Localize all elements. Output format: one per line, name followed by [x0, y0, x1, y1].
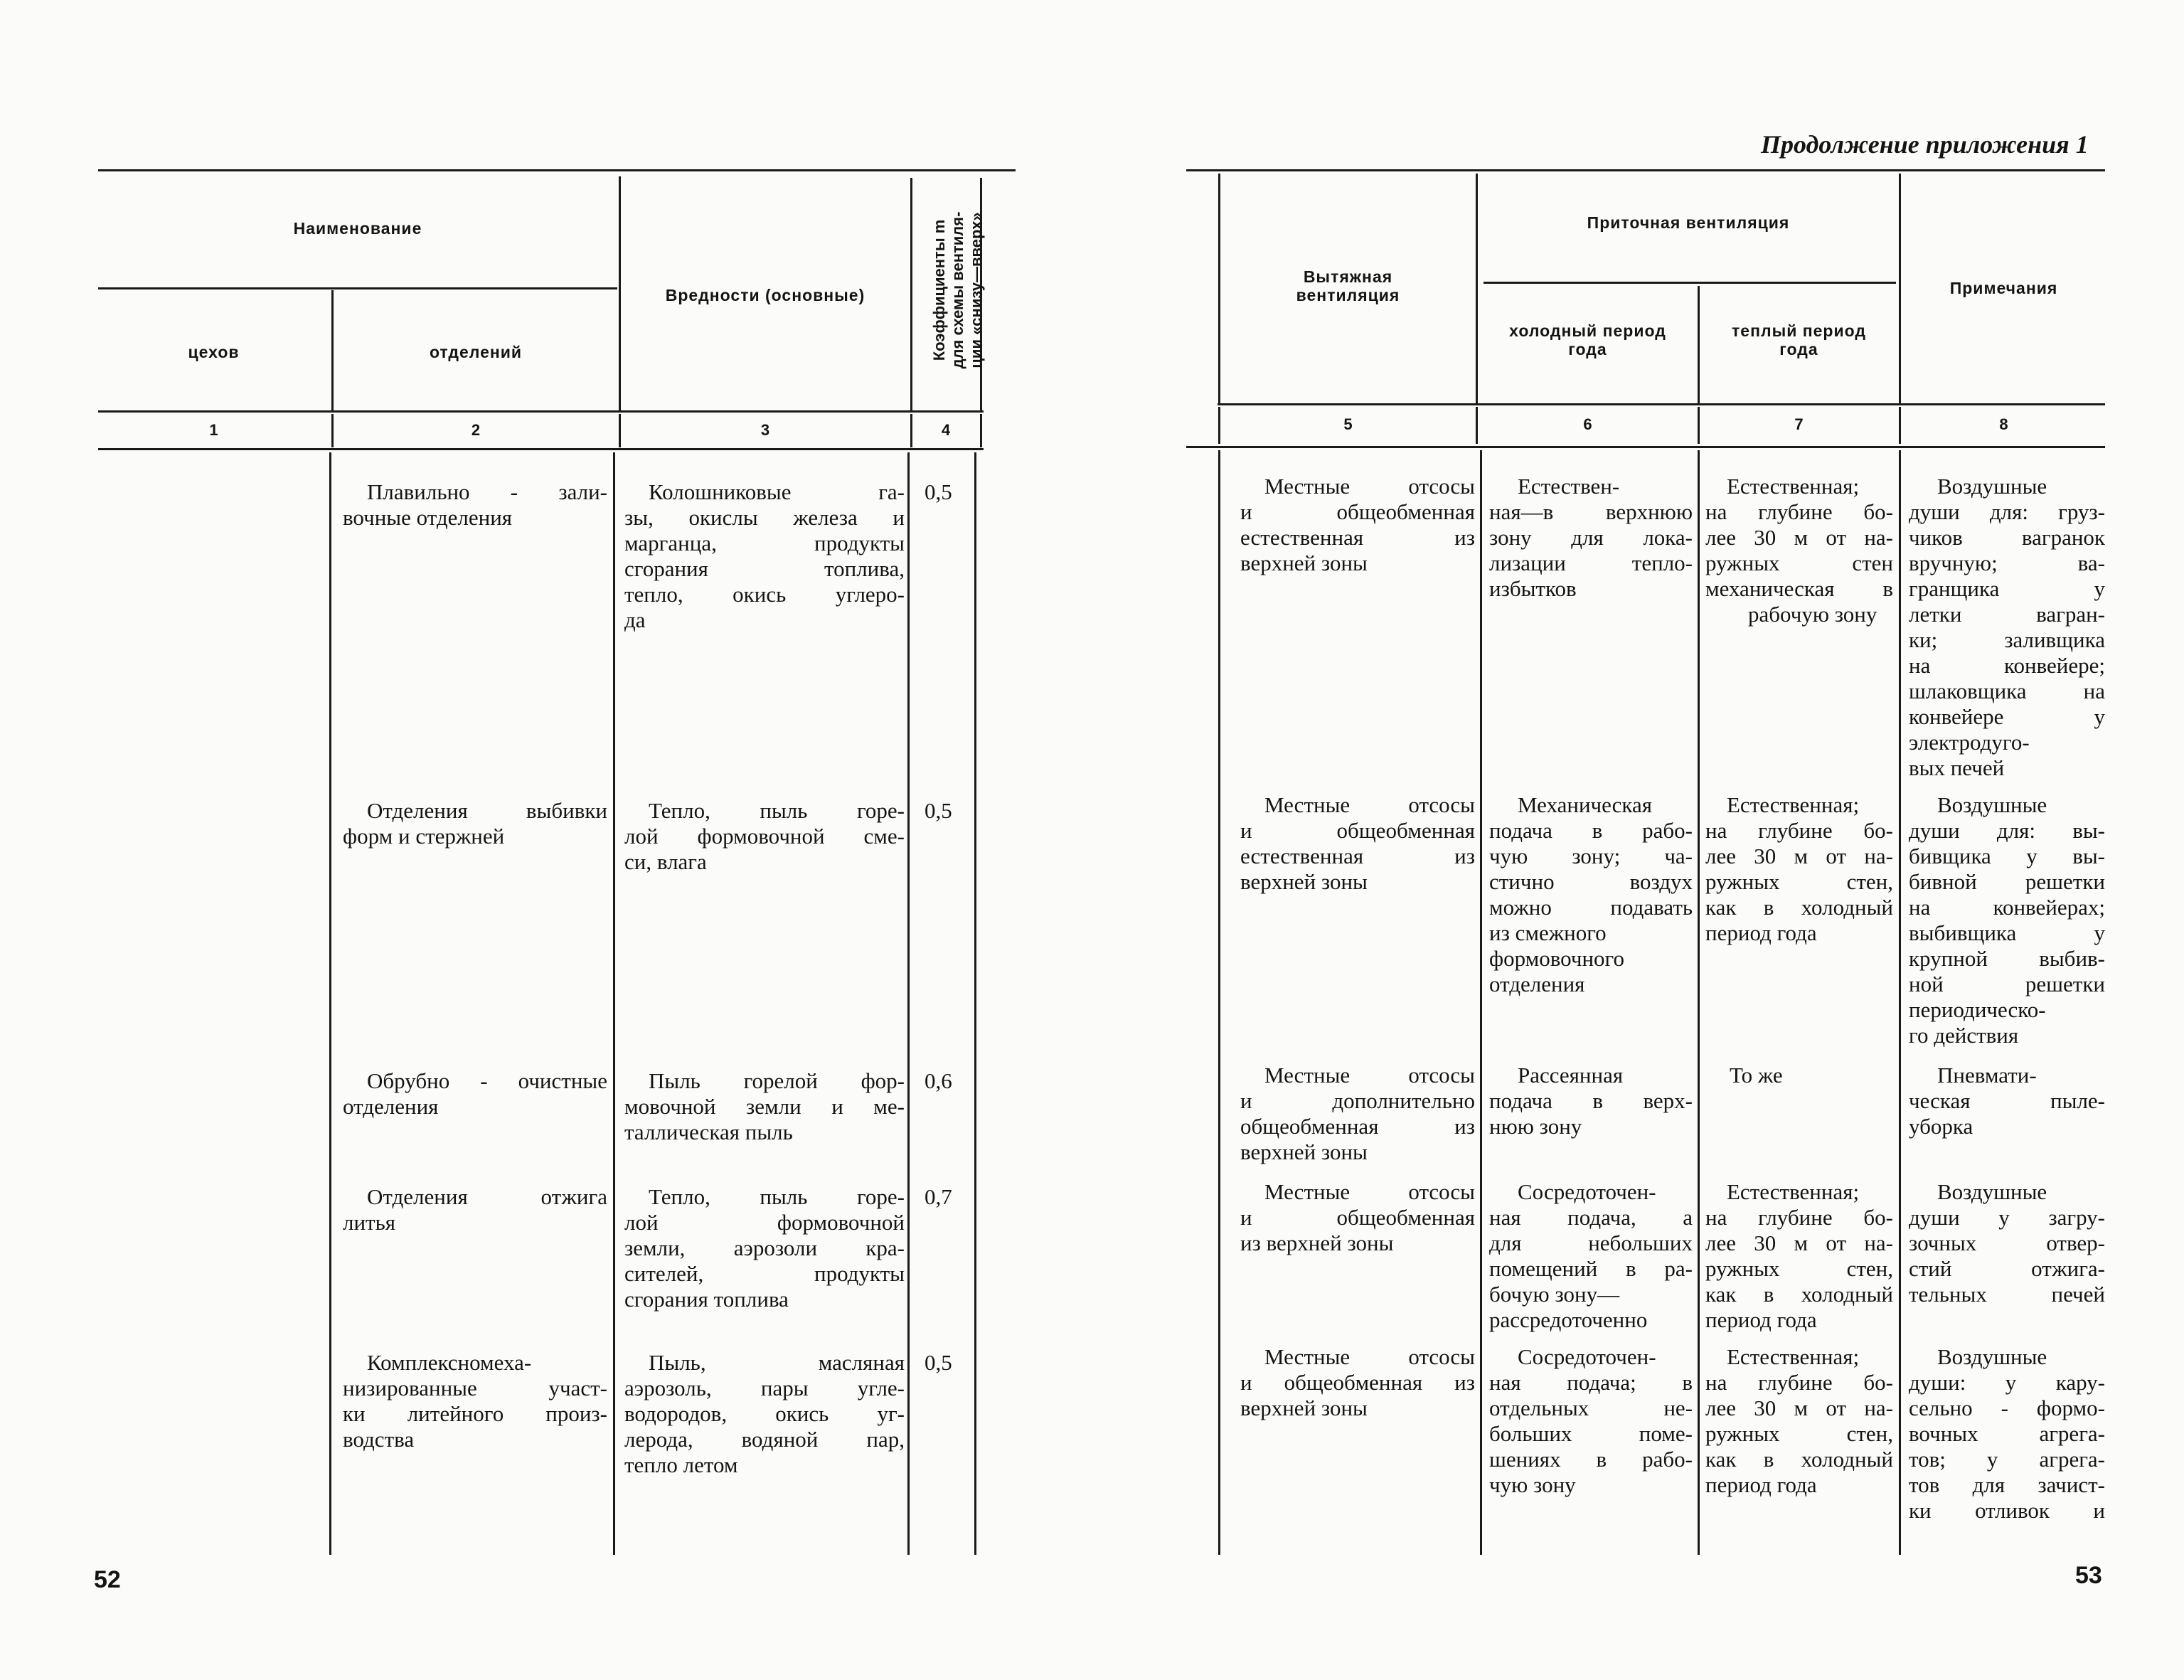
rule: [1218, 407, 1220, 444]
table-cell-line: отделения: [1489, 972, 1585, 996]
table-cell-line: уборка: [1909, 1114, 1973, 1139]
rule: [1899, 174, 1901, 405]
rule: [1218, 450, 1220, 1555]
table-row-4-dept: [343, 1184, 607, 1235]
table-cell-line: Пневмати-: [1937, 1063, 2037, 1088]
rule: [613, 452, 615, 1555]
table-cell-line: для небольших: [1489, 1230, 1693, 1255]
table-cell-line: Рассеянная: [1518, 1063, 1624, 1088]
rule: [1698, 407, 1700, 444]
table-cell-line: Воздушные: [1937, 474, 2047, 499]
rule: [98, 448, 984, 450]
rule: [331, 414, 334, 447]
table-cell-line: души для: вы-: [1909, 818, 2105, 843]
rule: [619, 414, 621, 447]
table-cell-line: зы, окислы железа и: [624, 505, 905, 530]
table-cell-line: чую зону: [1489, 1472, 1576, 1497]
table-cell-line: нюю зону: [1489, 1114, 1582, 1139]
table-cell-line: тов для зачист-: [1909, 1472, 2105, 1497]
table-cell-line: го действия: [1909, 1023, 2019, 1048]
table-cell-line: отдельных не-: [1489, 1395, 1693, 1420]
table-cell-line: ная подача, а: [1489, 1205, 1693, 1230]
table-cell-line: лее 30 м от на-: [1705, 1395, 1893, 1420]
table-cell-line: ной решетки: [1909, 972, 2105, 996]
rule: [1480, 450, 1482, 1555]
table-cell-line: аэрозоль, пары угле-: [624, 1376, 905, 1400]
table-cell-line: вочных агрега-: [1909, 1421, 2105, 1446]
table-cell-line: на глубине бо-: [1705, 1205, 1893, 1230]
rule: [331, 290, 334, 411]
rule: [974, 452, 976, 1555]
table-cell-line: Комплексномеха-: [367, 1350, 532, 1375]
table-cell-line: стично воздух: [1489, 869, 1693, 894]
table-cell-line: Пыль горелой фор-: [649, 1068, 905, 1093]
table-cell-line: бивной решетки: [1909, 869, 2105, 894]
table-cell-line: Естественная;: [1727, 1179, 1860, 1204]
table-cell-line: водородов, окись уг-: [624, 1401, 905, 1426]
table-row-4-coef: 0,7: [925, 1184, 952, 1209]
table-row-5-coef: 0,5: [925, 1350, 952, 1375]
table-cell-line: верхней зоны: [1240, 1139, 1368, 1164]
table-cell-line: и дополнительно: [1240, 1088, 1475, 1113]
table-cell-line: Местные отсосы: [1264, 1179, 1475, 1204]
table-cell-line: зону для лока-: [1489, 525, 1693, 550]
rule: [1899, 407, 1901, 444]
table-cell-line: избытков: [1489, 576, 1577, 601]
header-koefficienty: [919, 184, 997, 397]
table-cell-line: как в холодный: [1705, 1282, 1893, 1307]
table-cell-line: Механическая: [1518, 792, 1653, 817]
header-line: вентиляция: [1296, 286, 1400, 304]
table-cell-line: лее 30 м от на-: [1705, 1230, 1893, 1255]
table-cell-line: ки отливок и: [1909, 1498, 2105, 1523]
table-cell-line: период года: [1705, 1472, 1817, 1497]
table-row-3-harm: [624, 1068, 905, 1145]
col-number: 1: [209, 421, 218, 439]
table-cell-line: марганца, продукты: [624, 531, 905, 555]
table-row-3-notes: [1909, 1063, 2105, 1139]
table-cell-line: как в холодный: [1705, 895, 1893, 920]
koef-line: для схемы вентиля-: [949, 211, 966, 369]
table-cell-line: гранщика у: [1909, 576, 2105, 601]
table-cell-line: как в холодный: [1705, 1447, 1893, 1472]
header-line: года: [1568, 340, 1607, 358]
table-row-5-cold: [1489, 1344, 1693, 1498]
continuation-title: Продолжение приложения 1: [1761, 130, 2089, 159]
table-cell-line: Естественная;: [1727, 792, 1860, 817]
table-row-4-warm: [1705, 1179, 1893, 1333]
table-cell-line: крупной выбив-: [1909, 946, 2105, 971]
table-cell-line: Естественная;: [1727, 474, 1860, 499]
table-cell-line: ружных стен,: [1705, 869, 1893, 894]
table-cell-line: периодическо-: [1909, 997, 2046, 1022]
table-row-5-notes: [1909, 1344, 2105, 1524]
table-cell-line: рассредоточенно: [1489, 1307, 1648, 1332]
table-row-3-dept: [343, 1068, 607, 1120]
table-cell-line: ная—в верхнюю: [1489, 499, 1693, 524]
col-number: 2: [471, 421, 481, 439]
table-row-1-coef: 0,5: [925, 479, 952, 504]
table-cell-line: тепло летом: [624, 1452, 738, 1477]
table-cell-line: души у загру-: [1909, 1205, 2105, 1230]
table-cell-line: Тепло, пыль горе-: [649, 1184, 905, 1209]
table-cell-line: си, влага: [624, 849, 707, 874]
table-row-1-warm: [1705, 474, 1893, 627]
rule: [619, 176, 621, 411]
table-cell-line: шлаковщика на: [1909, 679, 2105, 703]
table-cell-line: ружных стен: [1705, 551, 1893, 575]
table-cell-line: больших поме-: [1489, 1421, 1693, 1446]
table-cell-line: Колошниковые га-: [649, 479, 905, 504]
header-line: теплый период: [1732, 321, 1866, 340]
table-cell-line: тепло, окись углеро-: [624, 582, 905, 607]
table-cell-line: мовочной земли и ме-: [624, 1094, 905, 1119]
table-cell-line: общеобменная из: [1240, 1114, 1475, 1139]
header-tsekhov: цехов: [188, 343, 240, 361]
table-cell-line: подача в верх-: [1489, 1088, 1693, 1113]
table-cell-line: тов; у агрега-: [1909, 1447, 2105, 1472]
table-cell-line: период года: [1705, 1307, 1817, 1332]
rule: [98, 169, 1016, 171]
table-cell-line: чую зону; ча-: [1489, 844, 1693, 868]
table-cell-line: сгорания топлива: [624, 1287, 789, 1312]
table-cell-line: Естествен-: [1518, 474, 1620, 499]
table-cell-line: сельно - формо-: [1909, 1395, 2105, 1420]
table-cell-line: Воздушные: [1937, 792, 2047, 817]
header-line: холодный период: [1509, 321, 1666, 340]
rule: [1698, 286, 1700, 405]
header-vytyazhnaya: [1222, 267, 1474, 304]
table-cell-line: Пыль, масляная: [649, 1350, 905, 1375]
table-cell-line: Обрубно - очистные: [367, 1068, 607, 1093]
table-cell-line: души для: груз-: [1909, 499, 2105, 524]
table-row-1-notes: [1909, 474, 2105, 781]
table-row-2-cold: [1489, 792, 1693, 997]
table-cell-line: из смежного: [1489, 920, 1607, 945]
table-cell-line: Воздушные: [1937, 1179, 2047, 1204]
koef-line: ции «снизу—вверх»: [967, 212, 985, 368]
table-cell-line: Воздушные: [1937, 1344, 2047, 1369]
header-pritochnaya: Приточная вентиляция: [1587, 213, 1790, 232]
table-cell-line: лой формовочной: [624, 1210, 905, 1235]
rule: [1483, 282, 1896, 284]
table-row-3-warm: [1705, 1063, 1893, 1088]
table-cell-line: рабочую зону: [1748, 602, 1877, 627]
table-cell-line: на конвейерах;: [1909, 895, 2105, 920]
table-cell-line: и общеобменная: [1240, 818, 1475, 843]
table-cell-line: подача в рабо-: [1489, 818, 1693, 843]
table-cell-line: формовочного: [1489, 946, 1624, 971]
table-row-3-cold: [1489, 1063, 1693, 1139]
table-row-3-coef: 0,6: [925, 1068, 952, 1093]
header-line: года: [1779, 340, 1818, 358]
table-cell-line: сгорания топлива,: [624, 556, 905, 581]
table-cell-line: Местные отсосы: [1264, 792, 1475, 817]
table-cell-line: на конвейере;: [1909, 653, 2105, 678]
col-number: 7: [1794, 415, 1804, 433]
rule: [1218, 174, 1220, 405]
table-row-2-dept: [343, 798, 607, 849]
table-cell-line: лее 30 м от на-: [1705, 844, 1893, 868]
header-naimenovanie: Наименование: [293, 219, 422, 238]
table-cell-line: ружных стен,: [1705, 1256, 1893, 1281]
table-cell-line: ная подача; в: [1489, 1370, 1693, 1395]
table-cell-line: души: у кару-: [1909, 1370, 2105, 1395]
table-row-1-exhaust: [1240, 474, 1475, 576]
page-number-right: 53: [2075, 1562, 2102, 1589]
table-cell-line: отделения: [343, 1094, 439, 1119]
table-cell-line: таллическая пыль: [624, 1120, 793, 1144]
header-kholodny: [1479, 321, 1696, 358]
table-cell-line: можно подавать: [1489, 895, 1693, 920]
header-line: Вытяжная: [1303, 267, 1393, 286]
table-cell-line: тельных печей: [1909, 1282, 2105, 1307]
table-row-2-notes: [1909, 792, 2105, 1048]
table-cell-line: Тепло, пыль горе-: [649, 798, 905, 823]
table-cell-line: Плавильно - зали-: [367, 479, 607, 504]
header-vrednosti: Вредности (основные): [665, 286, 865, 304]
table-cell-line: верхней зоны: [1240, 869, 1368, 894]
table-row-5-exhaust: [1240, 1344, 1475, 1421]
table-cell-line: верхней зоны: [1240, 1395, 1368, 1420]
table-cell-line: ружных стен,: [1705, 1421, 1893, 1446]
table-row-3-exhaust: [1240, 1063, 1475, 1165]
table-cell-line: летки вагран-: [1909, 602, 2105, 627]
table-cell-line: Отделения отжига: [367, 1184, 607, 1209]
table-cell-line: на глубине бо-: [1705, 499, 1893, 524]
table-cell-line: из верхней зоны: [1240, 1230, 1394, 1255]
col-number: 6: [1583, 415, 1592, 433]
table-cell-line: механическая в: [1705, 576, 1893, 601]
rule: [980, 414, 982, 447]
table-cell-line: да: [624, 607, 646, 632]
table-cell-line: водства: [343, 1427, 415, 1452]
table-cell-line: Отделения выбивки: [367, 798, 607, 823]
table-cell-line: зочных отвер-: [1909, 1230, 2105, 1255]
col-number: 3: [760, 421, 770, 439]
rule: [1476, 174, 1478, 405]
table-cell-line: Естественная;: [1727, 1344, 1860, 1369]
table-cell-line: на глубине бо-: [1705, 1370, 1893, 1395]
table-cell-line: чиков вагранок: [1909, 525, 2105, 550]
table-cell-line: ческая пыле-: [1909, 1088, 2105, 1113]
table-cell-line: Местные отсосы: [1264, 1344, 1475, 1369]
table-cell-line: ки; заливщика: [1909, 627, 2105, 652]
table-cell-line: бочую зону—: [1489, 1282, 1620, 1307]
table-cell-line: конвейере у: [1909, 704, 2105, 729]
table-cell-line: Местные отсосы: [1264, 474, 1475, 499]
table-cell-line: вочные отделения: [343, 505, 513, 530]
table-cell-line: Сосредоточен-: [1518, 1344, 1656, 1369]
table-row-2-exhaust: [1240, 792, 1475, 895]
table-row-4-notes: [1909, 1179, 2105, 1307]
table-cell-line: Сосредоточен-: [1518, 1179, 1656, 1204]
table-cell-line: и общеобменная: [1240, 1205, 1475, 1230]
table-cell-line: и общеобменная из: [1240, 1370, 1475, 1395]
table-row-2-harm: [624, 798, 905, 875]
table-cell-line: на глубине бо-: [1705, 818, 1893, 843]
table-cell-line: естественная из: [1240, 525, 1475, 550]
col-number: 8: [1999, 415, 2008, 433]
table-cell-line: верхней зоны: [1240, 551, 1368, 575]
table-row-2-warm: [1705, 792, 1893, 946]
table-cell-line: лее 30 м от на-: [1705, 525, 1893, 550]
table-cell-line: литья: [343, 1210, 396, 1235]
rule: [907, 452, 910, 1555]
header-otdeleniy: отделений: [429, 343, 523, 361]
table-cell-line: бивщика у вы-: [1909, 844, 2105, 868]
header-tepliy: [1700, 321, 1897, 358]
table-row-4-exhaust: [1240, 1179, 1475, 1256]
table-cell-line: вых печей: [1909, 755, 2005, 780]
table-cell-line: лой формовочной сме-: [624, 824, 905, 849]
rule: [1476, 407, 1478, 444]
rule: [329, 452, 331, 1555]
table-cell-line: То же: [1730, 1063, 1783, 1088]
koef-line: Коэффициенты m: [930, 219, 948, 361]
table-cell-line: ки литейного произ-: [343, 1401, 607, 1426]
table-cell-line: помещений в ра-: [1489, 1256, 1693, 1281]
table-row-1-cold: [1489, 474, 1693, 602]
table-row-1-harm: [624, 479, 905, 633]
rule: [1186, 446, 2105, 448]
rule: [1218, 403, 2105, 405]
table-cell-line: шениях в рабо-: [1489, 1447, 1693, 1472]
page-number-left: 52: [94, 1566, 121, 1593]
table-cell-line: Местные отсосы: [1264, 1063, 1475, 1088]
table-row-4-cold: [1489, 1179, 1693, 1333]
rule: [98, 410, 984, 413]
table-row-5-harm: [624, 1350, 905, 1478]
col-number: 4: [941, 421, 951, 439]
rule: [98, 287, 617, 289]
table-cell-line: естественная из: [1240, 844, 1475, 868]
table-row-4-harm: [624, 1184, 905, 1312]
table-cell-line: и общеобменная: [1240, 499, 1475, 524]
table-cell-line: стий отжига-: [1909, 1256, 2105, 1281]
rule: [1698, 450, 1700, 1555]
rule: [1899, 450, 1901, 1555]
table-cell-line: вручную; ва-: [1909, 551, 2105, 575]
col-number: 5: [1343, 415, 1353, 433]
table-cell-line: лизации тепло-: [1489, 551, 1693, 575]
rule: [910, 178, 912, 413]
header-primechaniya: Примечания: [1949, 279, 2058, 297]
table-cell-line: выбивщика у: [1909, 920, 2105, 945]
table-row-5-dept: [343, 1350, 607, 1452]
rule: [1186, 169, 2105, 171]
table-cell-line: лерода, водяной пар,: [624, 1427, 905, 1452]
table-row-5-warm: [1705, 1344, 1893, 1498]
table-row-1-dept: [343, 479, 607, 531]
table-cell-line: земли, аэрозоли кра-: [624, 1235, 905, 1260]
table-cell-line: форм и стержней: [343, 824, 505, 849]
table-cell-line: электродуго-: [1909, 730, 2030, 755]
table-cell-line: низированные участ-: [343, 1376, 607, 1400]
table-row-2-coef: 0,5: [925, 798, 952, 823]
table-cell-line: период года: [1705, 920, 1817, 945]
table-cell-line: сителей, продукты: [624, 1261, 905, 1286]
